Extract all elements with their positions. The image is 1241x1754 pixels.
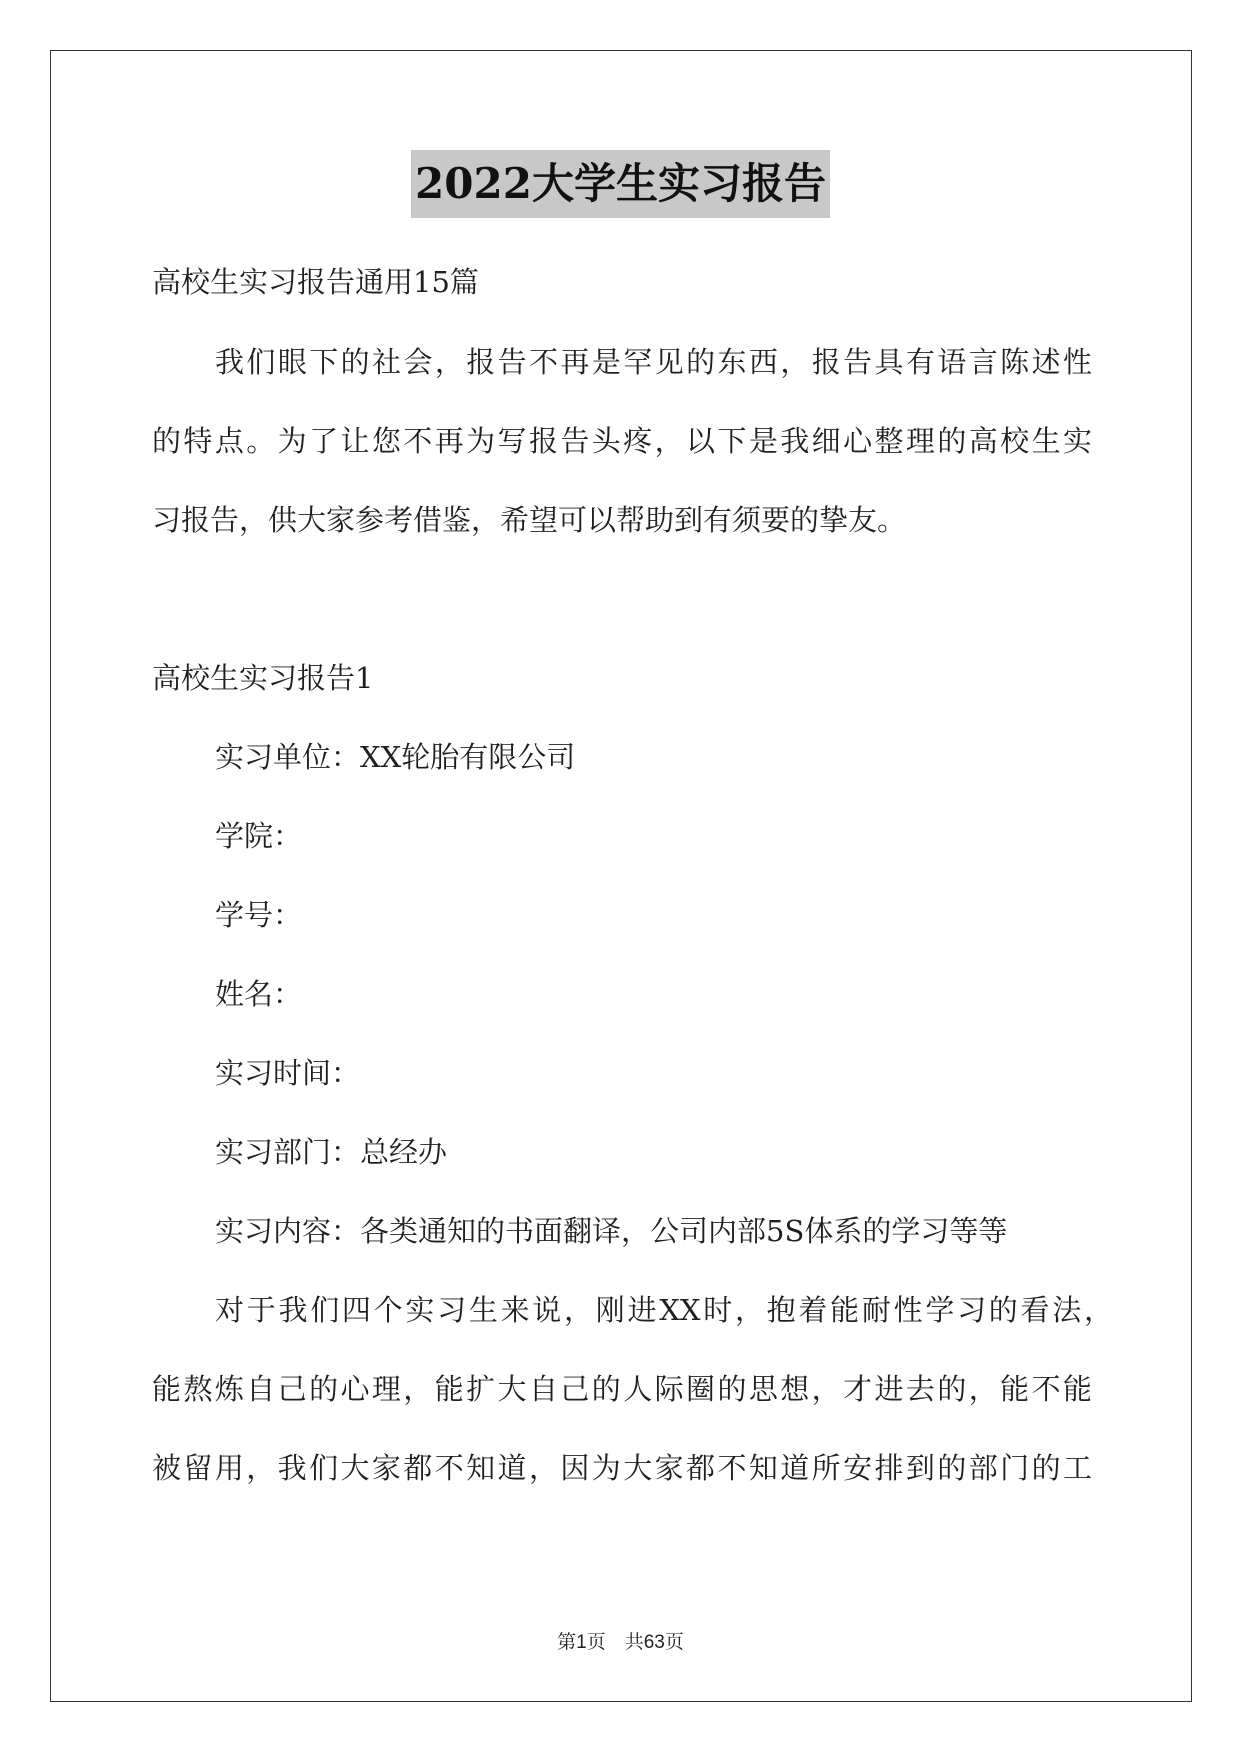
footer-page-total: 63 <box>643 1632 665 1653</box>
intro-line-2: 的特点。为了让您不再为写报告头疼，以下是我细心整理的高校生实 <box>152 424 1092 458</box>
section-heading: 高校生实习报告1 <box>152 661 374 695</box>
field-student-id: 学号： <box>215 898 303 932</box>
intro-line-1: 我们眼下的社会，报告不再是罕见的东西，报告具有语言陈述性 <box>215 345 1092 379</box>
footer-page-prefix: 第 <box>557 1631 577 1653</box>
page-footer <box>0 1627 1241 1658</box>
field-name: 姓名： <box>215 977 303 1011</box>
intro-line-3: 习报告，供大家参考借鉴，希望可以帮助到有须要的挚友。 <box>152 503 907 537</box>
field-department: 实习部门：总经办 <box>215 1135 448 1169</box>
body-line-1: 对于我们四个实习生来说，刚进XX时，抱着能耐性学习的看法， <box>215 1293 1113 1327</box>
title-container <box>0 150 1241 218</box>
footer-page-mid: 页 共 <box>586 1631 644 1653</box>
footer-page-suffix: 页 <box>664 1631 684 1653</box>
document-title: 2022大学生实习报告 <box>411 150 830 218</box>
field-period: 实习时间： <box>215 1056 361 1090</box>
footer-page-current: 1 <box>576 1632 587 1653</box>
document-subtitle: 高校生实习报告通用15篇 <box>152 265 479 299</box>
body-line-3: 被留用，我们大家都不知道，因为大家都不知道所安排到的部门的工 <box>152 1451 1092 1485</box>
field-unit: 实习单位：XX轮胎有限公司 <box>215 740 576 774</box>
field-content: 实习内容：各类通知的书面翻译，公司内部5S体系的学习等等 <box>215 1214 1008 1248</box>
field-college: 学院： <box>215 819 303 853</box>
body-line-2: 能熬炼自己的心理，能扩大自己的人际圈的思想，才进去的，能不能 <box>152 1372 1092 1406</box>
